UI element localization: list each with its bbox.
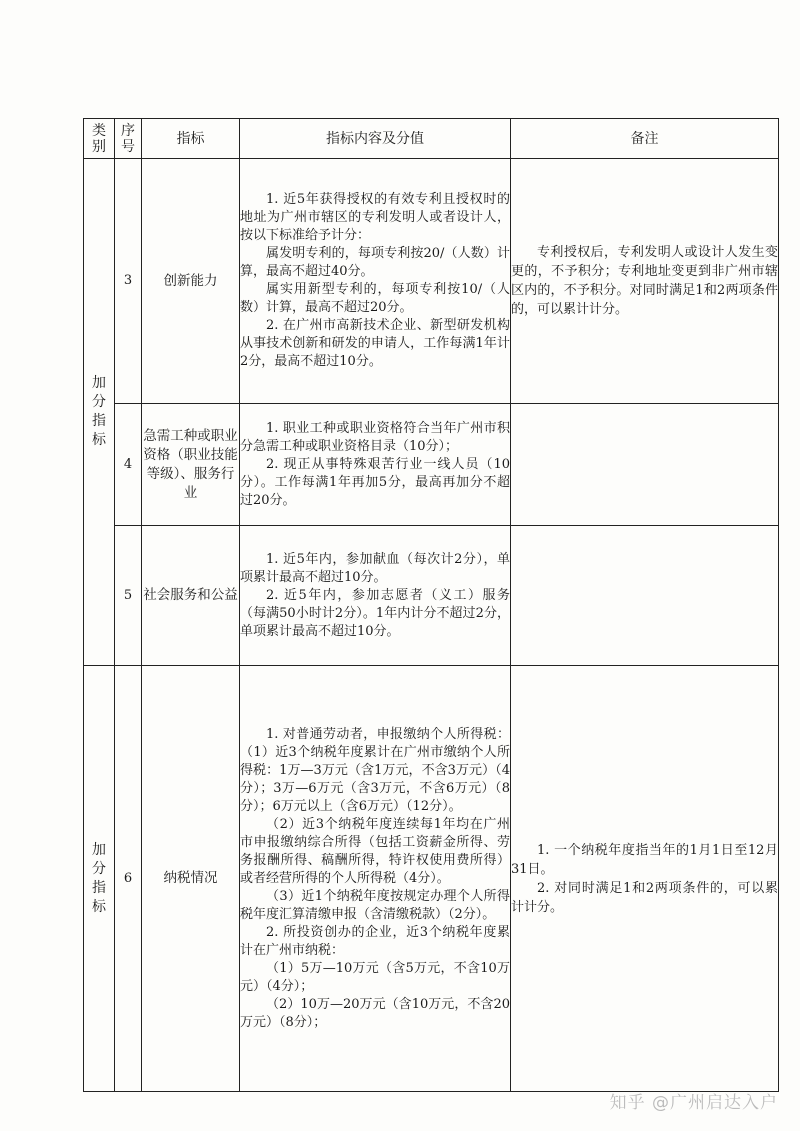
note-cell bbox=[511, 666, 779, 1092]
row-number: 5 bbox=[115, 526, 142, 666]
row-number: 4 bbox=[115, 404, 142, 526]
indicator-name: 纳税情况 bbox=[142, 666, 240, 1092]
row-number: 3 bbox=[115, 159, 142, 404]
header-row bbox=[84, 119, 779, 159]
content-paragraph: 1. 近5年内，参加献血（每次计2分），单项累计最高不超过10分。 bbox=[240, 551, 510, 585]
indicator-name: 社会服务和公益 bbox=[142, 526, 240, 666]
header-note: 备注 bbox=[511, 119, 779, 159]
content-paragraph: 2. 近5年内，参加志愿者（义工）服务（每满50小时计2分）。1年内计分不超过2分，单项累计最高不超过10分。 bbox=[240, 587, 510, 639]
content-paragraph: 2. 在广州市高新技术企业、新型研发机构从事技术创新和研发的申请人，工作每满1年计2分，最高不超过10分。 bbox=[240, 318, 510, 369]
table-row bbox=[84, 526, 779, 666]
indicator-content bbox=[240, 159, 511, 404]
indicator-content bbox=[240, 526, 511, 666]
header-name: 指标 bbox=[142, 119, 240, 159]
content-paragraph: 2. 所投资创办的企业，近3个纳税年度累计在广州市纳税： bbox=[240, 924, 510, 958]
note-cell bbox=[511, 159, 779, 404]
watermark: 知乎 @广州启达入户 bbox=[609, 1093, 778, 1113]
content-paragraph: 1. 对普通劳动者，申报缴纳个人所得税：（1）近3个纳税年度累计在广州市缴纳个人所得税：1万—3万元（含1万元，不含3万元）（4分）；3万—6万元（含3万元，不含6万元）（8分）；6万元以上（含6万元）（12分）。 bbox=[240, 726, 510, 814]
table-row bbox=[84, 159, 779, 404]
category-cell: 加 分 指 标 bbox=[84, 159, 115, 666]
table-row bbox=[84, 404, 779, 526]
indicator-name: 急需工种或职业资格（职业技能等级）、服务行业 bbox=[142, 404, 240, 526]
indicator-name: 创新能力 bbox=[142, 159, 240, 404]
note-paragraph: 1. 一个纳税年度指当年的1月1日至12月31日。 bbox=[511, 842, 778, 877]
header-content: 指标内容及分值 bbox=[240, 119, 511, 159]
header-type: 类 别 bbox=[84, 119, 115, 159]
note-cell bbox=[511, 526, 779, 666]
indicator-content bbox=[240, 666, 511, 1092]
indicator-content bbox=[240, 404, 511, 526]
content-paragraph: 1. 职业工种或职业资格符合当年广州市积分急需工种或职业资格目录（10分）； bbox=[240, 420, 510, 454]
points-table bbox=[83, 118, 779, 1092]
content-paragraph: （3）近1个纳税年度按规定办理个人所得税年度汇算清缴申报（含清缴税款）（2分）。 bbox=[240, 888, 510, 922]
note-paragraph: 2. 对同时满足1和2两项条件的，可以累计计分。 bbox=[511, 880, 778, 915]
content-paragraph: 属实用新型专利的，每项专利按10/（人数）计算，最高不超过20分。 bbox=[240, 282, 510, 315]
content-paragraph: 1. 近5年获得授权的有效专利且授权时的地址为广州市辖区的专利发明人或者设计人，按以下标准给予计分： bbox=[240, 192, 510, 243]
header-no: 序 号 bbox=[115, 119, 142, 159]
note-paragraph: 专利授权后，专利发明人或设计人发生变更的，不予积分；专利地址变更到非广州市辖区内的，不予积分。对同时满足1和2两项条件的，可以累计计分。 bbox=[511, 245, 778, 317]
content-paragraph: 2. 现正从事特殊艰苦行业一线人员（10分）。工作每满1年再加5分，最高再加分不超过20分。 bbox=[240, 456, 510, 508]
content-paragraph: （2）近3个纳税年度连续每1年均在广州市申报缴纳综合所得（包括工资薪金所得、劳务报酬所得、稿酬所得，特许权使用费所得）或者经营所得的个人所得税（4分）。 bbox=[240, 816, 510, 886]
content-paragraph: （2）10万—20万元（含10万元，不含20万元）（8分）； bbox=[240, 996, 510, 1030]
note-cell bbox=[511, 404, 779, 526]
category-cell: 加 分 指 标 bbox=[84, 666, 115, 1092]
content-paragraph: 属发明专利的，每项专利按20/（人数）计算，最高不超过40分。 bbox=[240, 246, 510, 279]
table-row bbox=[84, 666, 779, 1092]
content-paragraph: （1）5万—10万元（含5万元，不含10万元）（4分）； bbox=[240, 960, 510, 994]
row-number: 6 bbox=[115, 666, 142, 1092]
